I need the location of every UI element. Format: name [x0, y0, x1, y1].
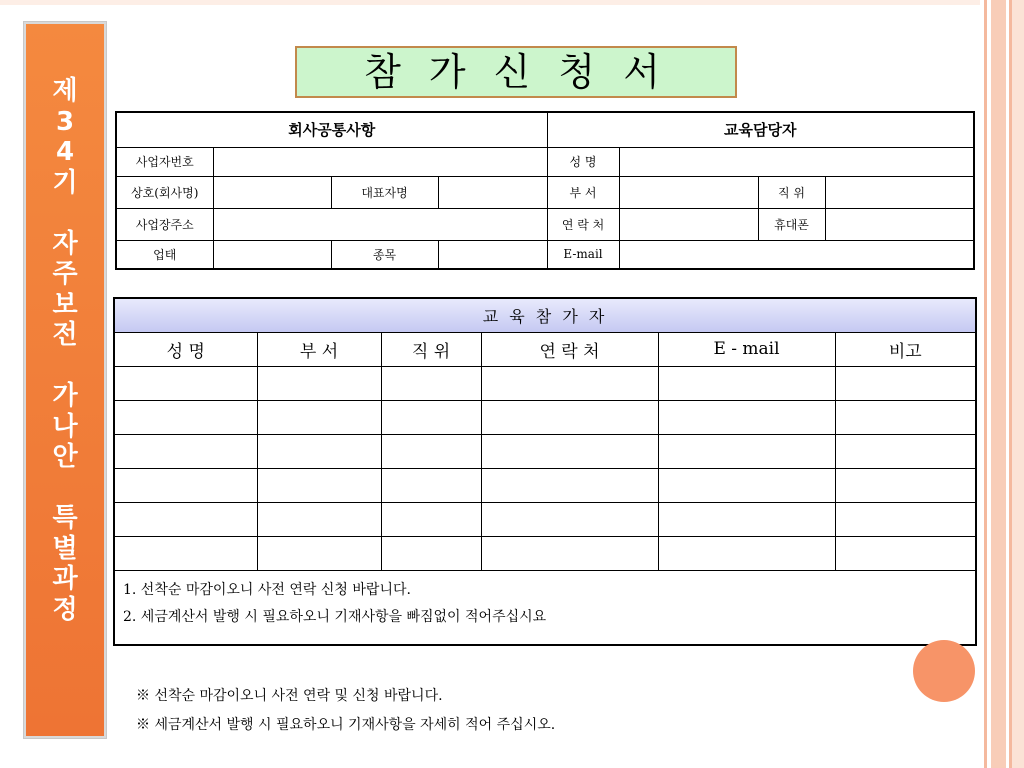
top-decoration	[0, 0, 980, 5]
participant-cell[interactable]	[658, 434, 835, 468]
business-type-label: 업태	[116, 240, 213, 269]
company-section-header: 회사공통사항	[116, 112, 547, 147]
participant-cell[interactable]	[835, 400, 976, 434]
side-char: 3	[55, 106, 75, 137]
participant-cell[interactable]	[835, 536, 976, 570]
side-char: 가	[52, 381, 78, 411]
participant-cell[interactable]	[658, 366, 835, 400]
participant-cell[interactable]	[114, 536, 257, 570]
ceo-label: 대표자명	[331, 176, 438, 208]
participant-cell[interactable]	[481, 400, 658, 434]
participant-cell[interactable]	[114, 468, 257, 502]
participant-cell[interactable]	[381, 536, 481, 570]
manager-email-label: E-mail	[547, 240, 619, 269]
participant-cell[interactable]	[835, 468, 976, 502]
table-row	[114, 502, 976, 536]
side-char: 자	[52, 228, 78, 259]
participant-cell[interactable]	[114, 434, 257, 468]
manager-position-field[interactable]	[825, 176, 974, 208]
participant-cell[interactable]	[114, 366, 257, 400]
side-char: 제	[52, 76, 78, 106]
page-title: 참 가 신 청 서	[295, 46, 737, 98]
participant-cell[interactable]	[481, 434, 658, 468]
manager-section-header: 교육담당자	[547, 112, 974, 147]
side-char: 4	[55, 137, 75, 167]
footer-notes	[136, 682, 555, 740]
participant-cell[interactable]	[481, 366, 658, 400]
table-row	[114, 400, 976, 434]
table-notes	[114, 570, 976, 645]
participant-cell[interactable]	[257, 536, 381, 570]
side-char: 기	[52, 167, 78, 198]
address-field[interactable]	[213, 208, 547, 240]
business-no-field[interactable]	[213, 147, 547, 176]
participants-table	[113, 297, 977, 646]
side-char: 전	[52, 320, 78, 350]
side-char	[26, 351, 104, 382]
participants-header: 교 육 참 가 자	[114, 298, 976, 332]
table-row	[114, 468, 976, 502]
col-contact: 연 락 처	[481, 332, 658, 366]
participant-cell[interactable]	[257, 366, 381, 400]
participant-cell[interactable]	[658, 468, 835, 502]
side-char	[26, 198, 104, 229]
side-char: 주	[52, 259, 78, 289]
manager-dept-field[interactable]	[619, 176, 758, 208]
company-name-field[interactable]	[213, 176, 331, 208]
participant-cell[interactable]	[381, 434, 481, 468]
manager-name-label: 성 명	[547, 147, 619, 176]
participant-cell[interactable]	[835, 434, 976, 468]
table-row	[114, 434, 976, 468]
participant-cell[interactable]	[257, 434, 381, 468]
manager-email-field[interactable]	[619, 240, 974, 269]
col-name: 성 명	[114, 332, 257, 366]
ceo-field[interactable]	[438, 176, 547, 208]
company-name-label: 상호(회사명)	[116, 176, 213, 208]
manager-contact-field[interactable]	[619, 208, 758, 240]
footer-note-1: ※ 선착순 마감이오니 사전 연락 및 신청 바랍니다.	[136, 688, 443, 704]
col-dept: 부 서	[257, 332, 381, 366]
participant-cell[interactable]	[257, 468, 381, 502]
manager-dept-label: 부 서	[547, 176, 619, 208]
footer-note-2: ※ 세금계산서 발행 시 필요하오니 기재사항을 자세히 적어 주십시오.	[136, 717, 556, 733]
participant-cell[interactable]	[481, 502, 658, 536]
participant-cell[interactable]	[381, 468, 481, 502]
manager-contact-label: 연 락 처	[547, 208, 619, 240]
manager-mobile-field[interactable]	[825, 208, 974, 240]
col-email: E - mail	[658, 332, 835, 366]
participant-cell[interactable]	[381, 502, 481, 536]
side-char: 보	[52, 289, 78, 320]
participant-cell[interactable]	[114, 400, 257, 434]
side-char: 안	[52, 442, 78, 472]
participant-cell[interactable]	[114, 502, 257, 536]
manager-name-field[interactable]	[619, 147, 974, 176]
decorative-circle	[913, 640, 975, 702]
participant-cell[interactable]	[481, 536, 658, 570]
item-label: 종목	[331, 240, 438, 269]
side-title-text	[26, 76, 104, 625]
note-1: 1. 선착순 마감이오니 사전 연락 신청 바랍니다.	[123, 581, 411, 598]
col-position: 직 위	[381, 332, 481, 366]
participant-cell[interactable]	[257, 400, 381, 434]
table-row	[114, 536, 976, 570]
col-remarks: 비고	[835, 332, 976, 366]
company-info-table	[115, 111, 975, 270]
participant-cell[interactable]	[835, 502, 976, 536]
participant-cell[interactable]	[658, 536, 835, 570]
manager-position-label: 직 위	[758, 176, 825, 208]
side-char: 나	[52, 411, 78, 442]
manager-mobile-label: 휴대폰	[758, 208, 825, 240]
right-stripe-decoration	[980, 0, 1024, 768]
table-row	[114, 366, 976, 400]
business-type-field[interactable]	[213, 240, 331, 269]
side-char: 과	[52, 564, 78, 594]
participant-cell[interactable]	[381, 366, 481, 400]
side-char: 정	[52, 594, 78, 625]
item-field[interactable]	[438, 240, 547, 269]
side-char	[26, 473, 104, 504]
participant-cell[interactable]	[381, 400, 481, 434]
participant-cell[interactable]	[835, 366, 976, 400]
participant-cell[interactable]	[658, 400, 835, 434]
participant-cell[interactable]	[481, 468, 658, 502]
side-char: 별	[52, 533, 78, 564]
business-no-label: 사업자번호	[116, 147, 213, 176]
side-title-bar	[24, 22, 106, 738]
participant-cell[interactable]	[257, 502, 381, 536]
participant-cell[interactable]	[658, 502, 835, 536]
note-2: 2. 세금계산서 발행 시 필요하오니 기재사항을 빠짐없이 적어주십시요	[123, 608, 547, 625]
address-label: 사업장주소	[116, 208, 213, 240]
side-char: 특	[52, 503, 78, 533]
